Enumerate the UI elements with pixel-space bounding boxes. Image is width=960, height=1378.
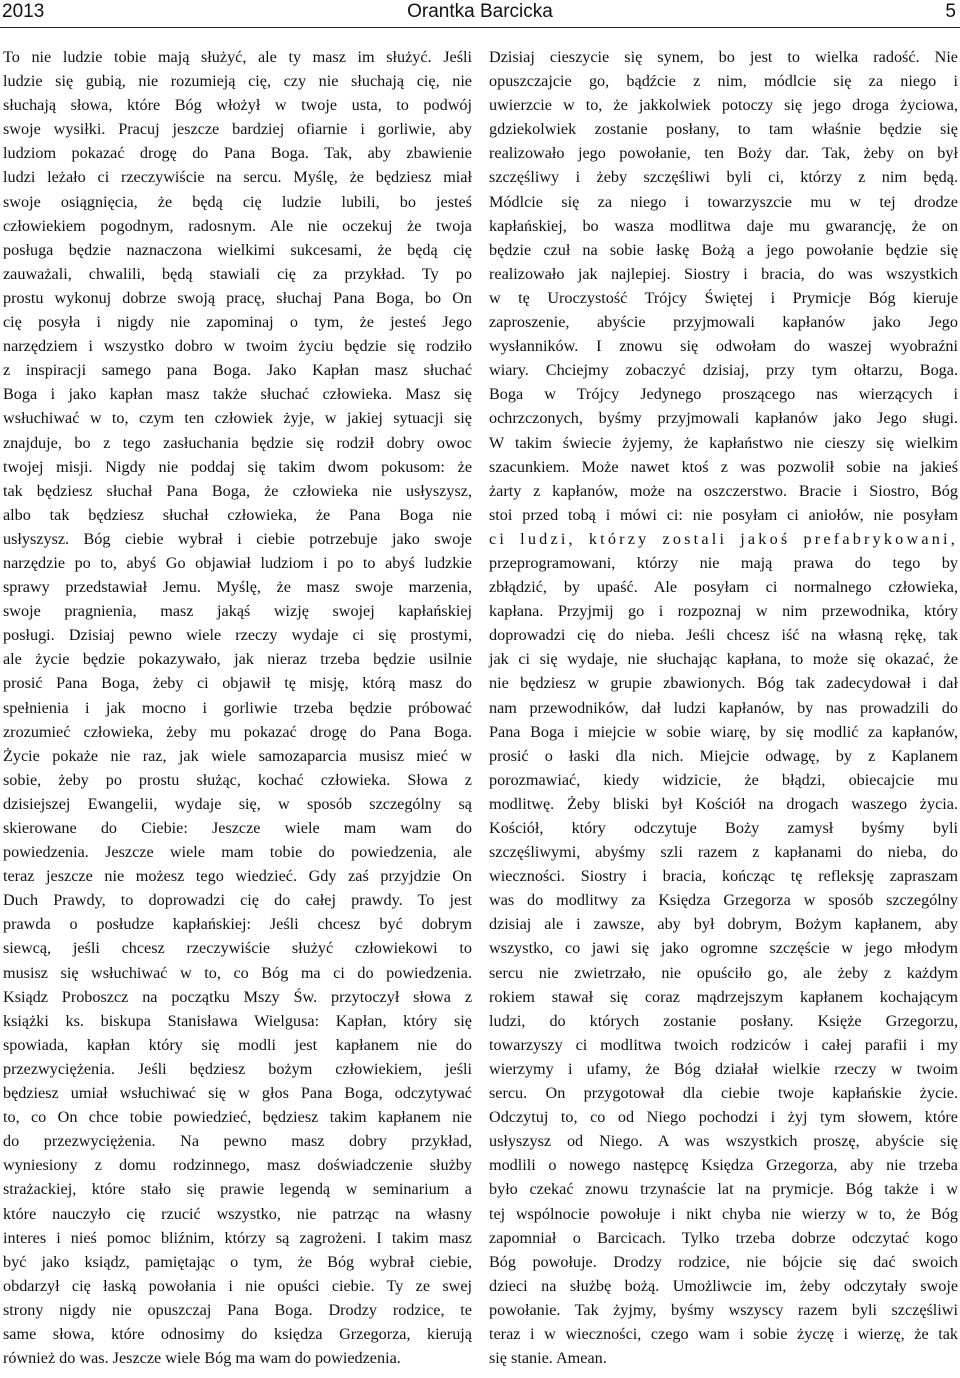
text-line: prosić o łaski dla nich. Miejcie odwagę, by z Kaplanem bbox=[489, 746, 958, 765]
text-line: ludzi, do których zostanie posłany. Księże Grzegorzu, bbox=[489, 1011, 958, 1030]
text-line: modlitwę. Żeby bliski był Kościół na drogach waszego życia. bbox=[489, 794, 958, 813]
text-line: swoje wysiłki. Pracuj jeszcze bardziej ofiarnie i gorliwie, aby bbox=[3, 120, 472, 139]
text-line: Boga w Trójcy Jedynego proszącego nas wierzących i bbox=[489, 385, 958, 404]
text-line: realizowało jak najlepiej. Siostry i bracia, do was wszystkich bbox=[489, 264, 958, 283]
text-line: strony nigdy nie opuszczaj Pana Boga. Drodzy rodzice, te bbox=[3, 1300, 472, 1319]
text-line: Odczytuj to, co od Niego pochodzi i żyj tym słowem, które bbox=[489, 1108, 958, 1127]
text-line: ci ludzi, którzy zostali jakoś prefabrykowani, bbox=[489, 529, 958, 548]
text-line: Bóg powołuje. Drodzy rodzice, nie bójcie się dać swoich bbox=[489, 1252, 958, 1271]
text-line: dzisiejszej Ewangelii, wydaje się, w sposób szczególny są bbox=[3, 794, 472, 813]
text-line: was do modlitwy za Księdza Grzegorza w sposób szczególny bbox=[489, 891, 958, 910]
text-line: obdarzył cię łaską powołania i nie opuści ciebie. Ty ze swej bbox=[3, 1276, 472, 1295]
text-line: cię posyła i nigdy nie zapominaj o tym, że jesteś Jego bbox=[3, 313, 472, 332]
text-line: znajduje, bo z tego zasłuchania będzie się rodził dobry owoc bbox=[3, 433, 472, 452]
text-line: Kościół, który odczytuje Boży zamysł byśmy byli bbox=[489, 819, 958, 837]
text-line: zaproszenie, abyście przyjmowali kapłanów jako Jego bbox=[489, 313, 958, 332]
text-line: Dzisiaj cieszycie się synem, bo jest to wielka radość. Nie bbox=[489, 48, 958, 66]
text-line: wiary. Chciejmy zobaczyć dzisiaj, przy tym ołtarzu, Boga. bbox=[489, 361, 958, 380]
text-line: realizowało jego powołanie, ten Boży dar. Tak, żeby on był bbox=[489, 144, 958, 163]
text-line: wierzymy i ufamy, że Bóg działał wielkie rzeczy w twoim bbox=[489, 1059, 958, 1078]
text-line: opuszczajcie go, bądźcie z nim, módlcie się za niego i bbox=[489, 72, 958, 91]
text-line: spełnienia i jak mocno i gorliwie trzeba będzie próbować bbox=[3, 698, 472, 717]
text-line: sobie, żeby po prostu służąc, kochać człowieka. Słowa z bbox=[3, 770, 472, 789]
text-line: ale życie będzie pokazywało, jak nieraz trzeba będzie usilnie bbox=[3, 650, 472, 669]
text-line: powiedzenia. Jeszcze wiele mam tobie do powiedzenia, ale bbox=[3, 843, 472, 862]
text-line: To nie ludzie tobie mają służyć, ale ty masz im służyć. Jeśli bbox=[3, 48, 472, 66]
text-line: posługa będzie naznaczona wielkimi sukcesami, że będą cię bbox=[3, 240, 472, 259]
text-line: narzędziem i wszystko dobro w twoim życiu będzie się rodziło bbox=[3, 337, 472, 356]
text-line: Duch Prawdy, to doprowadzi cię do całej prawdy. To jest bbox=[3, 891, 472, 910]
text-line: będziesz umiał wsłuchiwać się w głos Pana Boga, odczytywać bbox=[3, 1084, 472, 1103]
text-line: nie będziesz w grupie zbawionych. Bóg tak zadecydował i dał bbox=[489, 674, 958, 693]
text-line: rokiem stawał się coraz mądrzejszym kapłanem kochającym bbox=[489, 987, 958, 1006]
text-line: do przezwyciężenia. Na pewno masz dobry przykład, bbox=[3, 1132, 472, 1151]
text-line: swoje pragnienia, masz jakąś wizję swojej kapłańskiej bbox=[3, 602, 472, 621]
text-line: prosić Pana Boga, żeby ci objawił tę misję, którą masz do bbox=[3, 674, 472, 693]
text-line: porozmawiać, kiedy widzicie, że błądzi, obiecajcie mu bbox=[489, 770, 958, 789]
text-line: albo tak będziesz słuchał człowieka, że Pana Boga nie bbox=[3, 505, 472, 524]
text-line: strażackiej, które stało się prawie legendą w seminarium a bbox=[3, 1180, 472, 1199]
text-line: również do was. Jeszcze wiele Bóg ma wam do powiedzenia. bbox=[3, 1349, 401, 1368]
text-line: człowiekiem pogodnym, radosnym. Ale nie oczekuj że twoja bbox=[3, 216, 472, 235]
text-line: które nauczyło cię rzucić wszystko, nie patrząc na własny bbox=[3, 1204, 472, 1223]
text-line: Ksiądz Proboszcz na początku Mszy Św. przytoczył słowa z bbox=[3, 987, 472, 1006]
text-line: musisz się wsłuchiwać w to, co Bóg ma ci do powiedzenia. bbox=[3, 963, 472, 982]
text-line: sercu nie zwietrzało, nie opuściło go, ale żeby z każdym bbox=[489, 963, 958, 982]
text-line: sercu. On przygotował dla ciebie twoje kapłańskie życie. bbox=[489, 1084, 958, 1103]
text-line: ludziom pokazać drogę do Pana Boga. Tak, aby zbawienie bbox=[3, 144, 472, 163]
text-line: W takim świecie żyjemy, że kapłaństwo nie cieszy się wielkim bbox=[489, 433, 958, 452]
text-line: zauważali, chwalili, będą stawiali cię za przykład. Ty po bbox=[3, 264, 472, 283]
text-line: siewcą, jeśli chcesz rzeczywiście służyć człowiekowi to bbox=[3, 939, 472, 958]
text-line: szczęśliwy i żeby szczęśliwi byli ci, którzy z nim będą. bbox=[489, 168, 958, 187]
text-line: gdziekolwiek zostanie posłany, to tam właśnie będzie się bbox=[489, 120, 958, 139]
text-line: to, co On chce tobie powiedzieć, będziesz takim kapłanem nie bbox=[3, 1108, 472, 1127]
page-header bbox=[0, 0, 960, 28]
text-line: słuchają słowa, które Bóg włożył w twoje usta, to podwój bbox=[3, 96, 472, 115]
text-line: zapomniał o Barcicach. Tylko trzeba dobrze odczytać kogo bbox=[489, 1228, 958, 1247]
text-line: Módlcie się za niego i towarzyszcie mu w tej drodze bbox=[489, 192, 958, 211]
text-line: dzieci na służbę bożą. Umożliwcie im, żeby odczytały swoje bbox=[489, 1276, 958, 1295]
text-line: w tę Uroczystość Trójcy Świętej i Prymicje Bóg kieruje bbox=[489, 288, 958, 307]
text-line: wszystko, co jawi się jako ogromne szczęście w jego młodym bbox=[489, 939, 958, 958]
text-line: doprowadzi cię do nieba. Jeśli chcesz iść na własną rękę, tak bbox=[489, 626, 958, 645]
text-line: usłyszysz od Niego. A was wszystkich proszę, abyście się bbox=[489, 1132, 958, 1151]
text-line: interes i nieś pomoc bliźnim, którzy są zagrożeni. I takim masz bbox=[3, 1228, 472, 1247]
text-line: ludzi leżało ci rzeczywiście na sercu. Myślę, że będziesz miał bbox=[3, 168, 472, 187]
text-line: jak ci się wydaje, nie słuchając kapłana, to może się okazać, że bbox=[489, 650, 958, 669]
text-line: kapłańskiej, bo wasza modlitwa daje mu gwarancję, że on bbox=[489, 216, 958, 235]
text-line: kapłana. Przyjmij go i rozpoznaj w nim przewodnika, który bbox=[489, 602, 958, 621]
text-line: nam przewodników, dał ludzi kapłanów, by nas prowadzili do bbox=[489, 698, 958, 717]
text-line: twojej misji. Nigdy nie poddaj się takim dwom pokusom: że bbox=[3, 457, 472, 476]
text-line: być jako ksiądz, pamiętając o tym, że Bóg wybrał ciebie, bbox=[3, 1252, 472, 1271]
text-line: towarzyszy ci modlitwa twoich rodziców i całej parafii i my bbox=[489, 1035, 958, 1054]
text-line: się stanie. Amean. bbox=[489, 1349, 607, 1368]
text-line: prostu wykonuj dobrze swoją pracę, słuchaj Pana Boga, bo On bbox=[3, 288, 472, 307]
text-line: narzędzie po to, abyś Go objawiał ludziom i po to abyś ludzkie bbox=[3, 553, 472, 572]
text-line: książki ks. biskupa Stanisława Wielgusa: Kapłan, który się bbox=[3, 1011, 472, 1030]
left-column bbox=[3, 45, 472, 1370]
text-line: wyniesiony z domu rodzinnego, masz doświadczenie służby bbox=[3, 1156, 472, 1175]
text-line: usłyszysz. Bóg ciebie wybrał i ciebie potrzebuje jako swoje bbox=[3, 529, 472, 548]
header-title: Orantka Barcicka bbox=[407, 1, 553, 22]
text-line: wieczności. Siostry i bracia, kończąc tę refleksję zapraszam bbox=[489, 867, 958, 886]
text-line: Pana Boga i miejcie w sobie wiarę, by się modlić za kapłanów, bbox=[489, 722, 958, 741]
text-line: Życie pokaże nie raz, jak wiele samozaparcia musisz mieć w bbox=[3, 746, 472, 765]
text-line: posługi. Dzisiaj pewno wiele rzeczy wydaje ci się prostymi, bbox=[3, 626, 472, 645]
text-line: żarty z kapłanów, może na oszczerstwo. Bracie i Siostro, Bóg bbox=[489, 481, 958, 500]
text-line: powołanie. Tak żyjmy, byśmy wszyscy razem byli szczęśliwi bbox=[489, 1300, 958, 1319]
text-line: zrozumieć człowieka, żeby mu pokazać drogę do Pana Boga. bbox=[3, 722, 472, 741]
text-line: tej wspólnocie powołuje i nikt chyba nie wierzy w to, że Bóg bbox=[489, 1204, 958, 1223]
text-line: teraz i w wieczności, czego wam i sobie życzę i wierzę, że tak bbox=[489, 1324, 958, 1343]
header-year: 2013 bbox=[2, 1, 45, 22]
text-line: teraz jeszcze nie możesz tego wiedzieć. Gdy zaś przyjdzie On bbox=[3, 867, 472, 886]
text-line: szacunkiem. Może nawet ktoś z was pozwolił sobie na jakieś bbox=[489, 457, 958, 476]
text-line: ochrzczonych, byśmy przyjmowali kapłanów jako Jego sługi. bbox=[489, 409, 958, 428]
page-number: 5 bbox=[945, 1, 956, 22]
text-line: z inspiracji samego pana Boga. Jako Kapłan masz słuchać bbox=[3, 361, 472, 380]
text-line: same słowa, które odnosimy do księdza Grzegorza, kierują bbox=[3, 1324, 472, 1343]
text-line: skierowane do Ciebie: Jeszcze wiele mam wam do bbox=[3, 819, 472, 837]
text-line: tak będziesz słuchał Pana Boga, że człowieka nie usłyszysz, bbox=[3, 481, 472, 500]
text-line: prawda o posłudze kapłańskiej: Jeśli chcesz być dobrym bbox=[3, 915, 472, 934]
text-line: będzie czuł na sobie łaskę Bożą a jego powołanie będzie się bbox=[489, 240, 958, 259]
text-line: Boga i jako kapłan masz także słuchać człowieka. Masz się bbox=[3, 385, 472, 404]
text-line: było czekać znowu trzynaście lat na prymicje. Bóg także i w bbox=[489, 1180, 958, 1199]
text-line: szczęśliwymi, abyśmy szli razem z kapłanami do nieba, do bbox=[489, 843, 958, 862]
text-line: zbłądzić, by upaść. Ale posyłam ci normalnego człowieka, bbox=[489, 578, 958, 597]
text-line: dzisiaj ale i zawsze, aby był dobrym, Bożym kapłanem, aby bbox=[489, 915, 958, 934]
text-line: swoje osiągnięcia, że będą cię ludzie lubili, bo jesteś bbox=[3, 192, 472, 211]
text-line: wysłanników. I znowu się odwołam do waszej wyobraźni bbox=[489, 337, 958, 356]
text-line: spowiada, kapłan który się modli jest kapłanem nie do bbox=[3, 1035, 472, 1054]
text-line: przeprogramowani, którzy nie mają prawa do tego by bbox=[489, 553, 958, 572]
text-line: wsłuchiwać w to, czym ten człowiek żyje, w jakiej sytuacji się bbox=[3, 409, 472, 428]
text-line: przezwyciężenia. Jeśli będziesz bożym człowiekiem, jeśli bbox=[3, 1059, 472, 1078]
text-line: ludzie się gubią, nie rozumieją cię, czy nie słuchają cię, nie bbox=[3, 72, 472, 91]
text-line: modlili o nowego następcę Księdza Grzegorza, aby nie trzeba bbox=[489, 1156, 958, 1175]
text-line: stoi przed tobą i mówi ci: nie posyłam ci aniołów, nie posyłam bbox=[489, 505, 958, 524]
text-line: uwierzcie w to, że jakkolwiek potoczy się jego droga życiowa, bbox=[489, 96, 958, 115]
right-column bbox=[489, 45, 958, 1370]
text-line: sprawy przedstawiał Jemu. Myślę, że masz swoje marzenia, bbox=[3, 578, 472, 597]
